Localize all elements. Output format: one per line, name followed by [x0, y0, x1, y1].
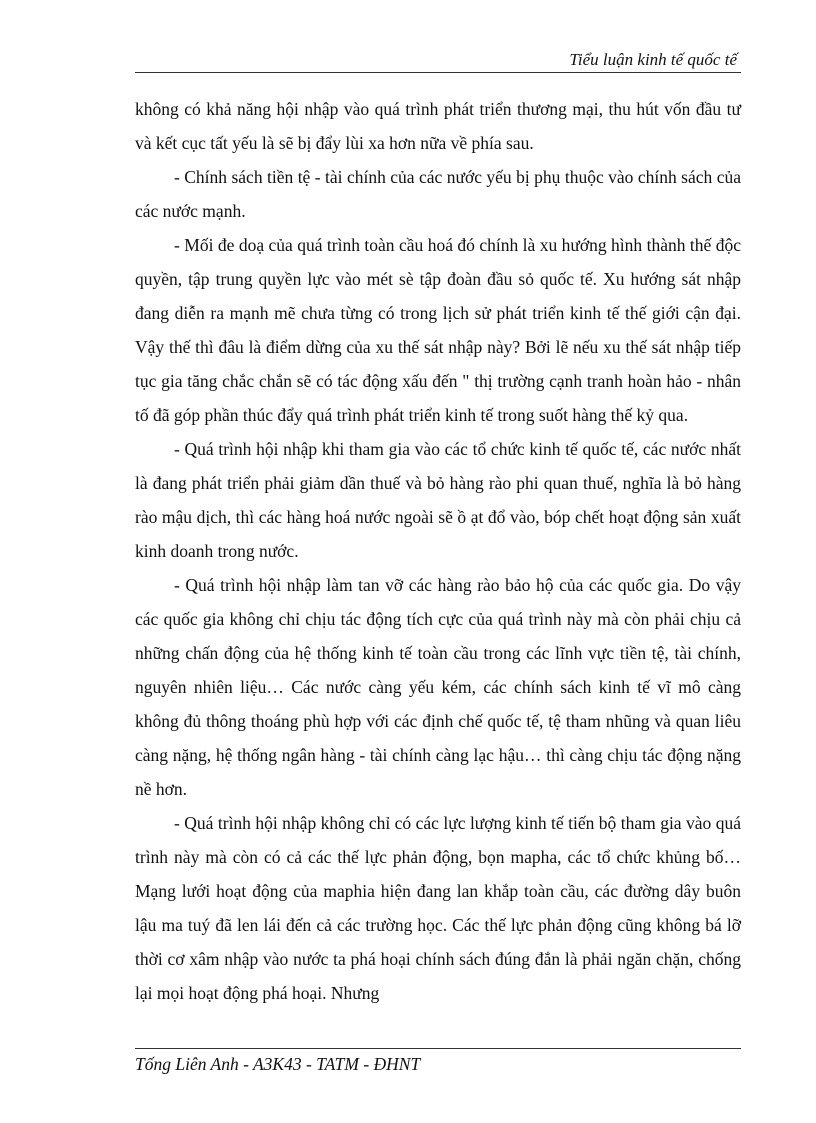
paragraph-tariff-reduction: - Quá trình hội nhập khi tham gia vào các tổ chức kinh tế quốc tế, các nước nhất là đang phát triển phải giảm dần thuế và bỏ hàng rào phi quan thuế, nghĩa là bỏ hàng rào mậu dịch, thì các hàng hoá nước ngoài sẽ ồ ạt đổ vào, bóp chết hoạt động sản xuất kinh doanh trong nước. [135, 439, 741, 561]
document-title: Tiểu luận kinh tế quốc tế [569, 50, 737, 69]
page-footer [135, 1048, 741, 1074]
author-line: Tống Liên Anh - A3K43 - TATM - ĐHNT [135, 1054, 421, 1074]
paragraph-reactionary-forces: - Quá trình hội nhập không chỉ có các lực lượng kinh tế tiến bộ tham gia vào quá trình này mà còn có cả các thế lực phản động, bọn mapha, các tổ chức khủng bố… Mạng lưới hoạt động của maphia hiện đang lan khắp toàn cầu, các đường dây buôn lậu ma tuý đã len lái đến cả các trường học. Các thế lực phản động cũng không bá lỡ thời cơ xâm nhập vào nước ta phá hoại chính sách đúng đắn là phải ngăn chặn, chống lại mọi hoạt động phá hoại. Nhưng [135, 813, 741, 1003]
paragraph-monopoly-threat: - Mối đe doạ của quá trình toàn cầu hoá đó chính là xu hướng hình thành thế độc quyền, tập trung quyền lực vào mét sè tập đoàn đầu sỏ quốc tế. Xu hướng sát nhập đang diễn ra mạnh mẽ chưa từng có trong lịch sử phát triển kinh tế thế giới cận đại. Vậy thế thì đâu là điểm dừng của xu thế sát nhập này? Bởi lẽ nếu xu thế sát nhập tiếp tục gia tăng chắc chắn sẽ có tác động xấu đến " thị trường cạnh tranh hoàn hảo - nhân tố đã góp phần thúc đẩy quá trình phát triển kinh tế trong suốt hàng thế kỷ qua. [135, 235, 741, 425]
paragraph-continuation: không có khả năng hội nhập vào quá trình phát triển thương mại, thu hút vốn đầu tư và kết cục tất yếu là sẽ bị đẩy lùi xa hơn nữa về phía sau. [135, 99, 741, 153]
page-header [135, 50, 741, 73]
paragraph-protection-barriers: - Quá trình hội nhập làm tan vỡ các hàng rào bảo hộ của các quốc gia. Do vậy các quốc gia không chỉ chịu tác động tích cực của quá trình này mà còn phải chịu cả những chấn động của hệ thống kinh tế toàn cầu trong các lĩnh vực tiền tệ, tài chính, nguyên nhiên liệu… Các nước càng yếu kém, các chính sách kinh tế vĩ mô càng không đủ thông thoáng phù hợp với các định chế quốc tế, tệ tham nhũng và quan liêu càng nặng, hệ thống ngân hàng - tài chính càng lạc hậu… thì càng chịu tác động nặng nề hơn. [135, 575, 741, 799]
document-body [135, 92, 741, 1010]
paragraph-monetary-policy: - Chính sách tiền tệ - tài chính của các nước yếu bị phụ thuộc vào chính sách của các nước mạnh. [135, 167, 741, 221]
